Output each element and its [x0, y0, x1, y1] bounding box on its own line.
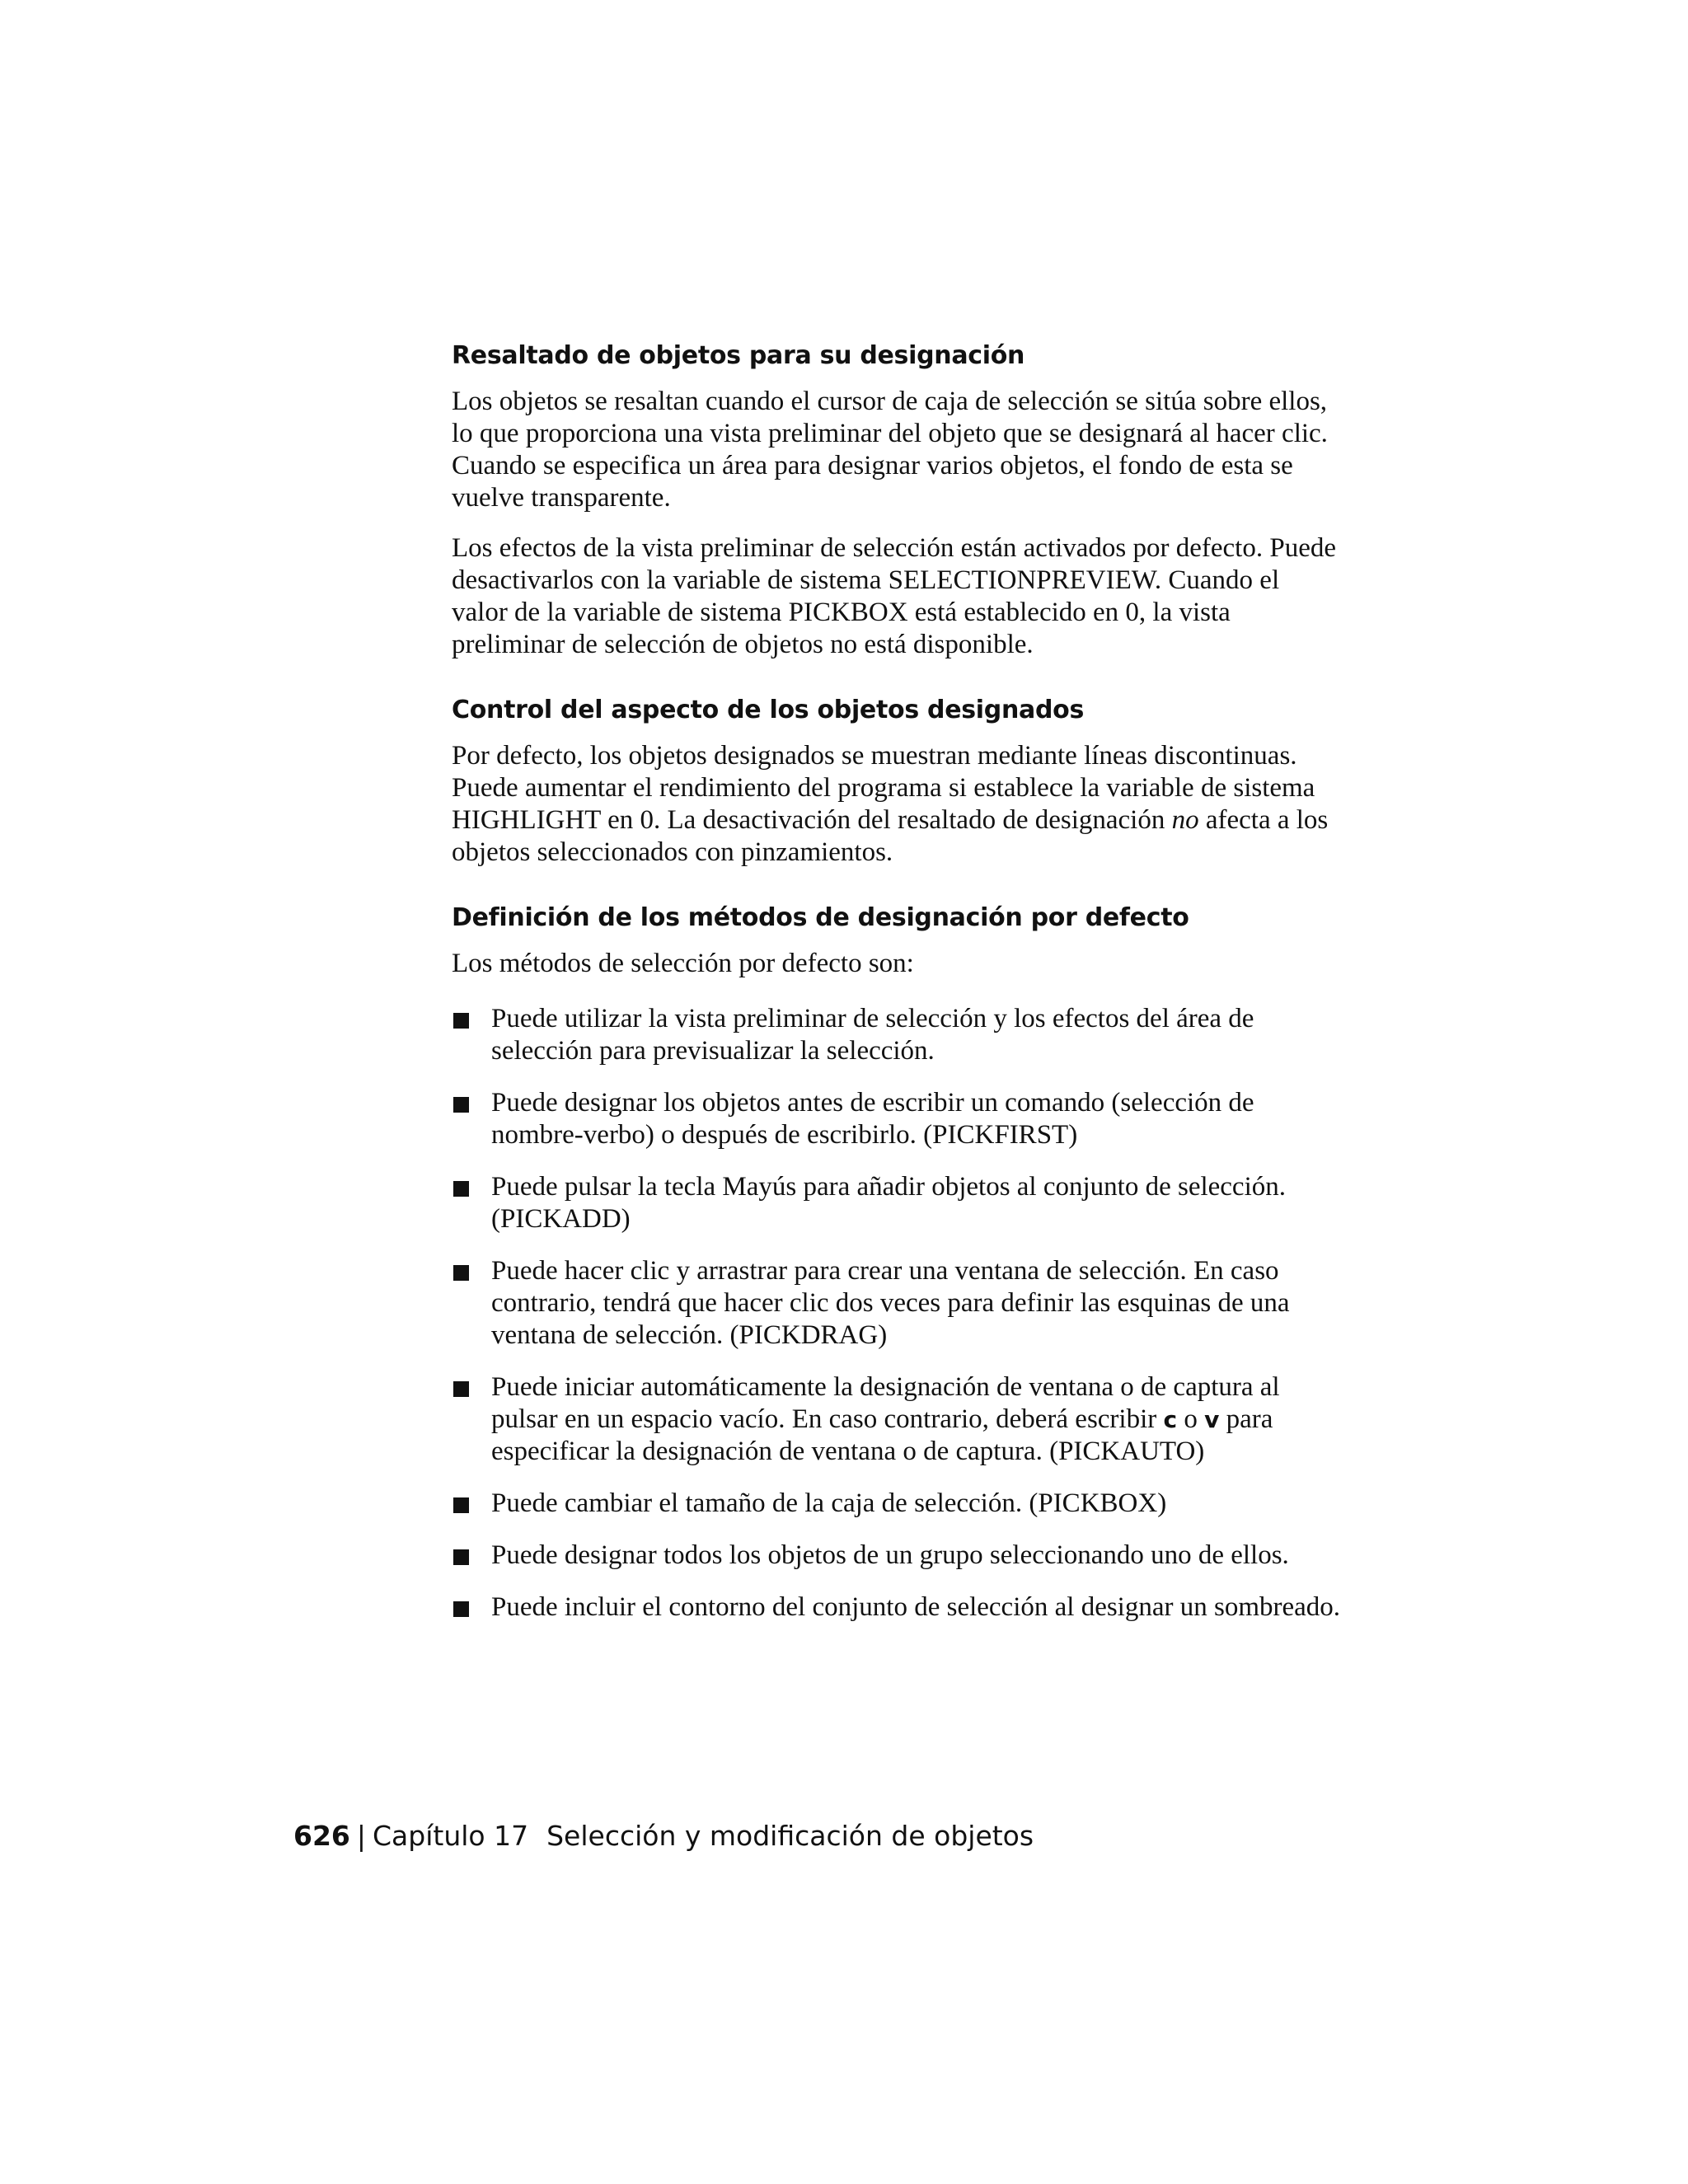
- square-bullet-icon: [453, 1381, 469, 1397]
- page-content: [452, 340, 1342, 1643]
- list-item-text: Puede cambiar el tamaño de la caja de selección. (PICKBOX): [491, 1488, 1167, 1518]
- key-text: c: [1163, 1406, 1178, 1433]
- list-item: [452, 1087, 1342, 1151]
- section-heading: Control del aspecto de los objetos designados: [452, 696, 1085, 724]
- list-item-text: Puede designar todos los objetos de un grupo seleccionando uno de ellos.: [491, 1540, 1289, 1570]
- footer-separator: |: [356, 1820, 367, 1852]
- section-heading: Definición de los métodos de designación por defecto: [452, 903, 1189, 932]
- list-item: [452, 1591, 1342, 1624]
- square-bullet-icon: [453, 1549, 469, 1565]
- paragraph-text: afecta a los objetos seleccionados con pinzamientos.: [452, 805, 1329, 867]
- square-bullet-icon: [453, 1013, 469, 1029]
- list-item-text: Puede designar los objetos antes de escribir un comando (selección de nombre-verbo) o después de escribirlo. (PICKFIRST): [491, 1088, 1254, 1150]
- list-item-text: para especificar la designación de ventana o de captura. (PICKAUTO): [491, 1404, 1273, 1466]
- section-appearance: [452, 694, 1342, 869]
- paragraph: Los métodos de selección por defecto son:: [452, 949, 914, 978]
- list-item-text: o: [1177, 1404, 1205, 1434]
- bullet-list: [452, 1003, 1342, 1624]
- section-heading: Resaltado de objetos para su designación: [452, 341, 1025, 370]
- list-item-text: Puede pulsar la tecla Mayús para añadir objetos al conjunto de selección. (PICKADD): [491, 1172, 1286, 1234]
- list-item: [452, 1255, 1342, 1352]
- list-item: [452, 1540, 1342, 1572]
- chapter-label: Capítulo 17: [373, 1820, 529, 1852]
- square-bullet-icon: [453, 1265, 469, 1281]
- list-item-text: Puede iniciar automáticamente la designación de ventana o de captura al pulsar en un espacio vacío. En caso contrario, deberá escribir: [491, 1372, 1280, 1434]
- paragraph: Los objetos se resaltan cuando el cursor de caja de selección se sitúa sobre ellos, lo que proporciona una vista preliminar del objeto que se designará al hacer clic. Cuando se especifica un área para designar varios objetos, el fondo de esta se vuelve transparente.: [452, 387, 1328, 513]
- emphasis-text: no: [1171, 805, 1199, 835]
- list-item: [452, 1488, 1342, 1520]
- paragraph: [452, 740, 1342, 869]
- list-item: [452, 1371, 1342, 1468]
- square-bullet-icon: [453, 1497, 469, 1513]
- square-bullet-icon: [453, 1181, 469, 1197]
- list-item: [452, 1171, 1342, 1235]
- page-footer: [293, 1818, 1034, 1854]
- section-default-methods: [452, 902, 1342, 1624]
- list-item-text: Puede utilizar la vista preliminar de selección y los efectos del área de selección para previsualizar la selección.: [491, 1004, 1254, 1066]
- list-item-text: Puede hacer clic y arrastrar para crear una ventana de selección. En caso contrario, tendrá que hacer clic dos veces para definir las esquinas de una ventana de selección. (PICKDRAG): [491, 1256, 1290, 1350]
- square-bullet-icon: [453, 1097, 469, 1113]
- paragraph-text: Por defecto, los objetos designados se muestran mediante líneas discontinuas. Puede aumentar el rendimiento del programa si establece la variable de sistema HIGHLIGHT en 0. La desactivación del resaltado de designación: [452, 741, 1315, 835]
- section-highlighting: [452, 340, 1342, 661]
- paragraph: Los efectos de la vista preliminar de selección están activados por defecto. Puede desactivarlos con la variable de sistema SELECTIONPREVIEW. Cuando el valor de la variable de sistema PICKBOX está establecido en 0, la vista preliminar de selección de objetos no está disponible.: [452, 533, 1336, 659]
- square-bullet-icon: [453, 1601, 469, 1617]
- page-number: 626: [293, 1820, 350, 1852]
- list-item: [452, 1003, 1342, 1067]
- chapter-title: Selección y modificación de objetos: [546, 1820, 1034, 1852]
- key-text: v: [1204, 1406, 1220, 1433]
- list-item-text: Puede incluir el contorno del conjunto de selección al designar un sombreado.: [491, 1592, 1341, 1622]
